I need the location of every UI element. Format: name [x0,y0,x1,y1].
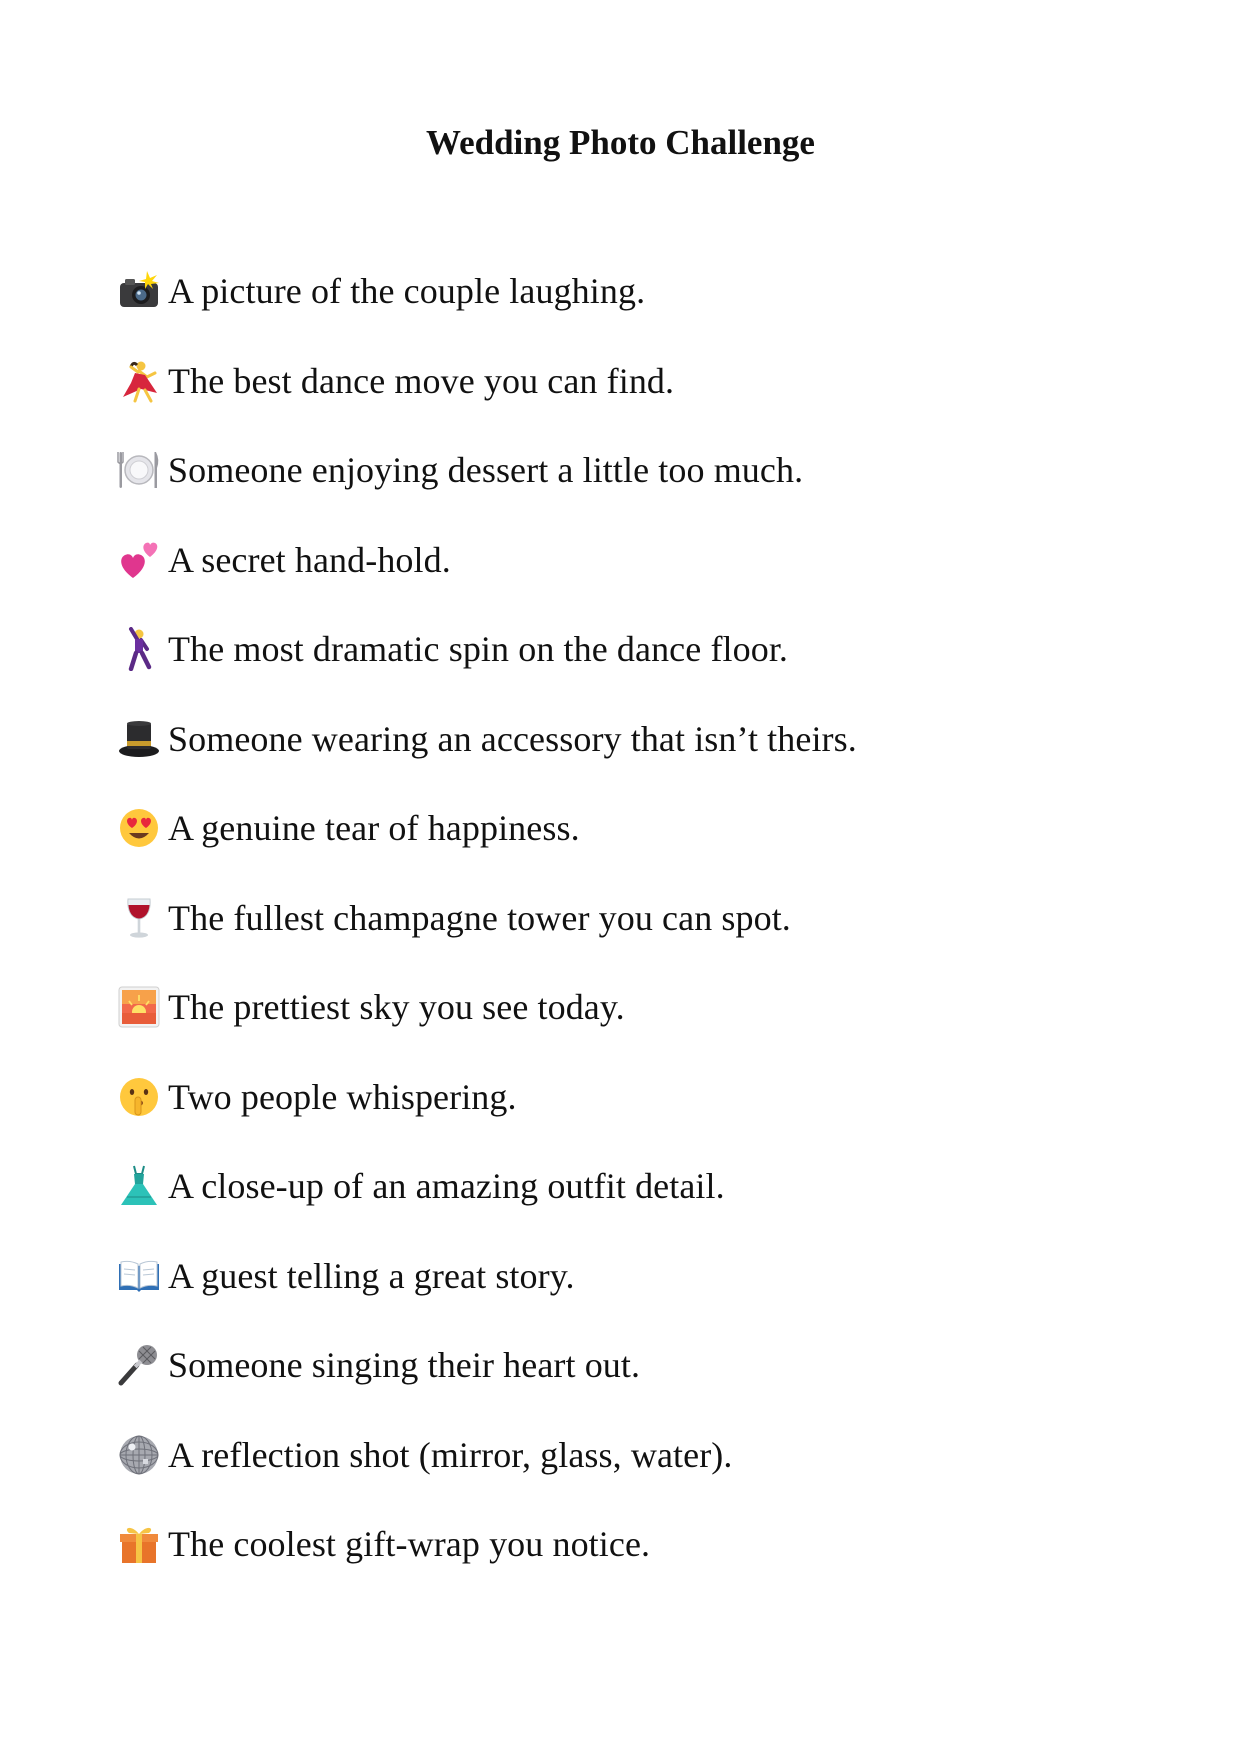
item-text: Someone enjoying dessert a little too much. [168,450,804,490]
open-book-icon [116,1253,162,1299]
list-item [116,268,857,358]
mirror-ball-icon [116,1432,162,1478]
list-item [116,537,857,627]
item-text: A picture of the couple laughing. [168,271,646,311]
list-item [116,1163,857,1253]
item-text: A genuine tear of happiness. [168,808,580,848]
challenge-list [116,268,857,1611]
item-text: A close-up of an amazing outfit detail. [168,1166,725,1206]
item-text: The coolest gift-wrap you notice. [168,1524,651,1564]
dancer-icon [116,358,162,404]
two-hearts-icon [116,537,162,583]
item-text: Someone wearing an accessory that isn’t theirs. [168,718,857,759]
item-text: Someone singing their heart out. [168,1345,641,1385]
list-item [116,358,857,448]
item-text: The most dramatic spin on the dance floor. [168,629,789,669]
list-item [116,1521,857,1611]
heart-eyes-face-icon [116,805,162,851]
list-item [116,447,857,537]
item-text: A reflection shot (mirror, glass, water). [168,1434,733,1475]
list-item [116,1342,857,1432]
shushing-face-icon [116,1074,162,1120]
list-item [116,805,857,895]
list-item [116,1253,857,1343]
wrapped-gift-icon [116,1521,162,1567]
item-text: The prettiest sky you see today. [168,987,625,1027]
wine-glass-icon [116,895,162,941]
list-item [116,716,857,806]
camera-with-flash-icon [116,268,162,314]
dress-icon [116,1163,162,1209]
item-text: The best dance move you can find. [168,360,675,401]
list-item [116,626,857,716]
sunrise-icon [116,984,162,1030]
list-item [116,1432,857,1522]
item-text: A secret hand-hold. [168,539,451,580]
list-item [116,1074,857,1164]
top-hat-icon [116,716,162,762]
item-text: The fullest champagne tower you can spot. [168,897,791,938]
item-text: Two people whispering. [168,1076,517,1117]
document-title: Wedding Photo Challenge [426,123,815,162]
item-text: A guest telling a great story. [168,1255,575,1296]
man-dancing-icon [116,626,162,672]
microphone-icon [116,1342,162,1388]
list-item [116,984,857,1074]
list-item [116,895,857,985]
plate-with-cutlery-icon [116,447,162,493]
